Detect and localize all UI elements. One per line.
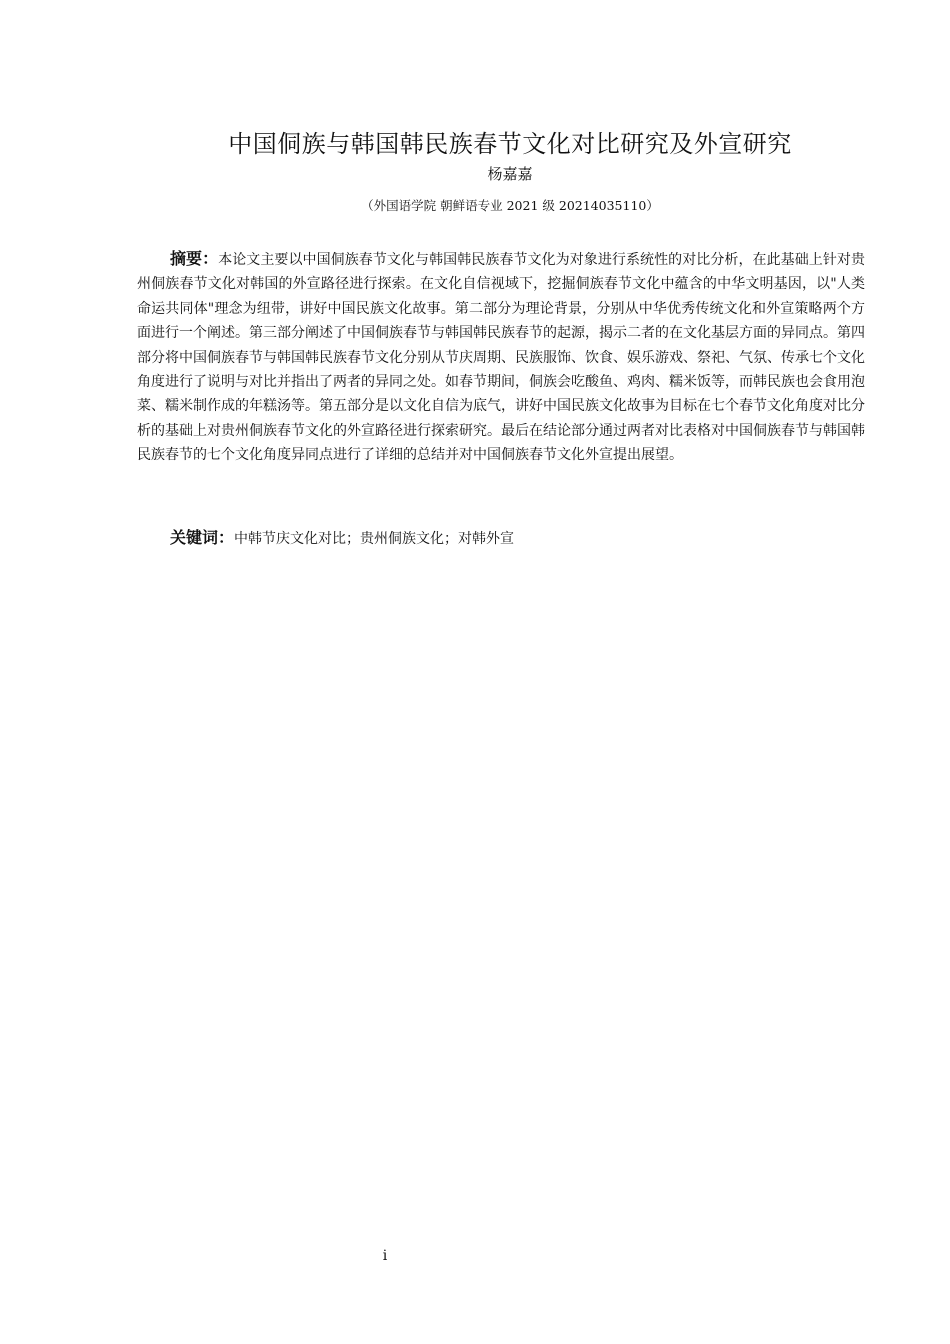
keywords-text: 中韩节庆文化对比；贵州侗族文化；对韩外宣 <box>234 531 515 547</box>
page-number: i <box>382 1248 388 1264</box>
paper-title: 中国侗族与韩国韩民族春节文化对比研究及外宣研究 <box>228 130 792 158</box>
author-name: 杨嘉嘉 <box>487 165 533 183</box>
keywords-line <box>170 526 514 551</box>
abstract-label: 摘要： <box>170 249 219 268</box>
keywords-label: 关键词： <box>170 528 235 547</box>
abstract-text: 本论文主要以中国侗族春节文化与韩国韩民族春节文化为对象进行系统性的对比分析，在此基础上针对贵州侗族春节文化对韩国的外宣路径进行探索。在文化自信视域下，挖掘侗族春节文化中蕴含的中华文明基因，以"人类命运共同体"理念为纽带，讲好中国民族文化故事。第二部分为理论背景，分别从中华优秀传统文化和外宣策略两个方面进行一个阐述。第三部分阐述了中国侗族春节与韩国韩民族春节的起源，揭示二者的在文化基层方面的异同点。第四部分将中国侗族春节与韩国韩民族春节文化分别从节庆周期、民族服饰、饮食、娱乐游戏、祭祀、气氛、传承七个文化角度进行了说明与对比并指出了两者的异同之处。如春节期间，侗族会吃酸鱼、鸡肉、糯米饭等，而韩民族也会食用泡菜、糯米制作成的年糕汤等。第五部分是以文化自信为底气，讲好中国民族文化故事为目标在七个春节文化角度对比分析的基础上对贵州侗族春节文化的外宣路径进行探索研究。最后在结论部分通过两者对比表格对中国侗族春节与韩国韩民族春节的七个文化角度异同点进行了详细的总结并对中国侗族春节文化外宣提出展望。 <box>137 252 865 464</box>
abstract-paragraph <box>137 247 865 468</box>
author-affiliation: （外国语学院 朝鲜语专业 2021 级 20214035110） <box>361 198 659 213</box>
